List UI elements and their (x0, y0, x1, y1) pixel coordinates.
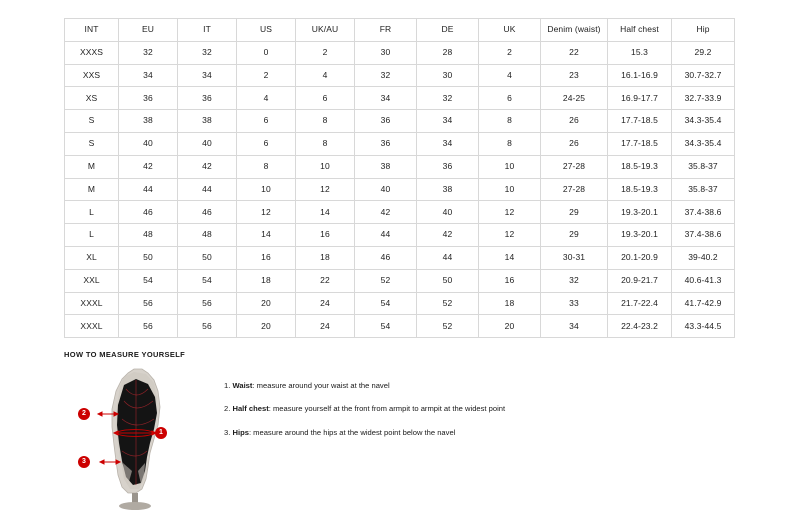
cell-r8-c7: 12 (479, 224, 541, 247)
hips-arrow (100, 460, 120, 464)
cell-r7-c9: 19.3-20.1 (608, 201, 672, 224)
cell-r2-c6: 32 (417, 87, 479, 110)
marker-waist: 1 (155, 427, 167, 439)
table-row (65, 315, 735, 338)
instruction-number-2: 2. (224, 404, 231, 414)
cell-r9-c8: 30-31 (541, 246, 608, 269)
cell-r0-c10: 29.2 (672, 41, 735, 64)
cell-r1-c8: 23 (541, 64, 608, 87)
cell-r8-c1: 48 (119, 224, 178, 247)
cell-r9-c3: 16 (237, 246, 296, 269)
cell-r5-c1: 42 (119, 155, 178, 178)
table-row (65, 87, 735, 110)
instruction-line-1 (224, 381, 694, 390)
cell-r9-c10: 39-40.2 (672, 246, 735, 269)
measure-instructions (224, 367, 694, 451)
size-chart-container (64, 18, 734, 338)
cell-r5-c2: 42 (178, 155, 237, 178)
cell-r7-c6: 40 (417, 201, 479, 224)
table-header-row (65, 19, 735, 42)
how-to-measure-body (64, 367, 744, 512)
cell-r5-c9: 18.5-19.3 (608, 155, 672, 178)
column-header-6: DE (417, 19, 479, 42)
cell-r4-c3: 6 (237, 132, 296, 155)
cell-r0-c1: 32 (119, 41, 178, 64)
cell-r3-c9: 17.7-18.5 (608, 110, 672, 133)
instruction-text-1: : measure around your waist at the navel (252, 381, 390, 390)
cell-r1-c3: 2 (237, 64, 296, 87)
cell-r5-c0: M (65, 155, 119, 178)
cell-r8-c4: 16 (296, 224, 355, 247)
table-header (65, 19, 735, 42)
cell-r1-c0: XXS (65, 64, 119, 87)
cell-r2-c8: 24-25 (541, 87, 608, 110)
cell-r3-c5: 36 (355, 110, 417, 133)
cell-r6-c10: 35.8-37 (672, 178, 735, 201)
instruction-text-3: : measure around the hips at the widest point below the navel (248, 427, 456, 437)
cell-r4-c2: 40 (178, 132, 237, 155)
mannequin-illustration (84, 367, 202, 512)
cell-r2-c0: XS (65, 87, 119, 110)
cell-r8-c5: 44 (355, 224, 417, 247)
cell-r11-c2: 56 (178, 292, 237, 315)
cell-r10-c5: 52 (355, 269, 417, 292)
table-row (65, 155, 735, 178)
cell-r12-c5: 54 (355, 315, 417, 338)
cell-r4-c1: 40 (119, 132, 178, 155)
cell-r2-c3: 4 (237, 87, 296, 110)
instruction-term-1: Waist (232, 381, 253, 390)
cell-r11-c10: 41.7-42.9 (672, 292, 735, 315)
cell-r9-c4: 18 (296, 246, 355, 269)
cell-r3-c1: 38 (119, 110, 178, 133)
marker-hips: 3 (78, 456, 90, 468)
cell-r6-c9: 18.5-19.3 (608, 178, 672, 201)
cell-r5-c6: 36 (417, 155, 479, 178)
column-header-8: Denim (waist) (541, 19, 608, 42)
cell-r10-c4: 22 (296, 269, 355, 292)
cell-r0-c4: 2 (296, 41, 355, 64)
cell-r11-c3: 20 (237, 292, 296, 315)
cell-r2-c7: 6 (479, 87, 541, 110)
cell-r8-c9: 19.3-20.1 (608, 224, 672, 247)
cell-r1-c7: 4 (479, 64, 541, 87)
cell-r12-c1: 56 (119, 315, 178, 338)
cell-r11-c5: 54 (355, 292, 417, 315)
cell-r10-c1: 54 (119, 269, 178, 292)
cell-r3-c8: 26 (541, 110, 608, 133)
cell-r8-c6: 42 (417, 224, 479, 247)
cell-r6-c5: 40 (355, 178, 417, 201)
cell-r12-c0: XXXL (65, 315, 119, 338)
cell-r4-c4: 8 (296, 132, 355, 155)
cell-r5-c8: 27-28 (541, 155, 608, 178)
cell-r9-c7: 14 (479, 246, 541, 269)
instruction-text-2: : measure yourself at the front from armpit to armpit at the widest point (268, 404, 506, 414)
cell-r11-c9: 21.7-22.4 (608, 292, 672, 315)
cell-r3-c3: 6 (237, 110, 296, 133)
cell-r3-c0: S (65, 110, 119, 133)
cell-r2-c2: 36 (178, 87, 237, 110)
cell-r12-c4: 24 (296, 315, 355, 338)
cell-r2-c10: 32.7-33.9 (672, 87, 735, 110)
cell-r5-c10: 35.8-37 (672, 155, 735, 178)
how-to-measure-section (64, 350, 744, 512)
cell-r3-c2: 38 (178, 110, 237, 133)
cell-r7-c10: 37.4-38.6 (672, 201, 735, 224)
cell-r5-c4: 10 (296, 155, 355, 178)
cell-r8-c8: 29 (541, 224, 608, 247)
mannequin-figure (84, 367, 202, 512)
cell-r0-c6: 28 (417, 41, 479, 64)
cell-r4-c8: 26 (541, 132, 608, 155)
cell-r11-c0: XXXL (65, 292, 119, 315)
instruction-line-3 (224, 428, 694, 437)
cell-r3-c4: 8 (296, 110, 355, 133)
cell-r4-c0: S (65, 132, 119, 155)
cell-r12-c6: 52 (417, 315, 479, 338)
cell-r12-c10: 43.3-44.5 (672, 315, 735, 338)
cell-r6-c3: 10 (237, 178, 296, 201)
cell-r3-c10: 34.3-35.4 (672, 110, 735, 133)
table-row (65, 64, 735, 87)
cell-r7-c4: 14 (296, 201, 355, 224)
cell-r12-c8: 34 (541, 315, 608, 338)
cell-r7-c8: 29 (541, 201, 608, 224)
column-header-9: Half chest (608, 19, 672, 42)
cell-r11-c1: 56 (119, 292, 178, 315)
cell-r9-c0: XL (65, 246, 119, 269)
cell-r8-c0: L (65, 224, 119, 247)
cell-r0-c3: 0 (237, 41, 296, 64)
instruction-term-2: Half chest (232, 404, 269, 414)
cell-r6-c0: M (65, 178, 119, 201)
cell-r6-c7: 10 (479, 178, 541, 201)
cell-r10-c8: 32 (541, 269, 608, 292)
size-conversion-table (64, 18, 735, 338)
table-row (65, 132, 735, 155)
cell-r1-c2: 34 (178, 64, 237, 87)
cell-r0-c0: XXXS (65, 41, 119, 64)
cell-r7-c5: 42 (355, 201, 417, 224)
cell-r5-c7: 10 (479, 155, 541, 178)
cell-r4-c6: 34 (417, 132, 479, 155)
cell-r6-c4: 12 (296, 178, 355, 201)
cell-r8-c2: 48 (178, 224, 237, 247)
cell-r2-c1: 36 (119, 87, 178, 110)
table-row (65, 178, 735, 201)
cell-r6-c6: 38 (417, 178, 479, 201)
cell-r6-c2: 44 (178, 178, 237, 201)
cell-r4-c7: 8 (479, 132, 541, 155)
table-row (65, 41, 735, 64)
column-header-1: EU (119, 19, 178, 42)
cell-r1-c4: 4 (296, 64, 355, 87)
cell-r9-c1: 50 (119, 246, 178, 269)
table-body (65, 41, 735, 337)
cell-r12-c9: 22.4-23.2 (608, 315, 672, 338)
cell-r5-c5: 38 (355, 155, 417, 178)
cell-r11-c4: 24 (296, 292, 355, 315)
cell-r7-c7: 12 (479, 201, 541, 224)
column-header-7: UK (479, 19, 541, 42)
instruction-number-3: 3. (224, 427, 231, 437)
cell-r0-c5: 30 (355, 41, 417, 64)
how-to-measure-title: HOW TO MEASURE YOURSELF (64, 350, 186, 359)
column-header-2: IT (178, 19, 237, 42)
cell-r7-c1: 46 (119, 201, 178, 224)
cell-r9-c9: 20.1-20.9 (608, 246, 672, 269)
cell-r2-c4: 6 (296, 87, 355, 110)
cell-r10-c9: 20.9-21.7 (608, 269, 672, 292)
table-row (65, 269, 735, 292)
cell-r4-c9: 17.7-18.5 (608, 132, 672, 155)
cell-r1-c10: 30.7-32.7 (672, 64, 735, 87)
cell-r3-c6: 34 (417, 110, 479, 133)
cell-r10-c3: 18 (237, 269, 296, 292)
cell-r10-c6: 50 (417, 269, 479, 292)
instruction-term-3: Hips (232, 427, 249, 437)
cell-r0-c8: 22 (541, 41, 608, 64)
column-header-10: Hip (672, 19, 735, 42)
cell-r7-c0: L (65, 201, 119, 224)
half-chest-arrow (98, 412, 118, 416)
table-row (65, 110, 735, 133)
table-row (65, 292, 735, 315)
cell-r0-c7: 2 (479, 41, 541, 64)
cell-r1-c6: 30 (417, 64, 479, 87)
cell-r10-c10: 40.6-41.3 (672, 269, 735, 292)
cell-r4-c10: 34.3-35.4 (672, 132, 735, 155)
cell-r1-c9: 16.1-16.9 (608, 64, 672, 87)
cell-r2-c9: 16.9-17.7 (608, 87, 672, 110)
cell-r10-c0: XXL (65, 269, 119, 292)
cell-r8-c3: 14 (237, 224, 296, 247)
cell-r0-c2: 32 (178, 41, 237, 64)
instruction-number-1: 1. (224, 381, 231, 390)
cell-r9-c6: 44 (417, 246, 479, 269)
cell-r5-c3: 8 (237, 155, 296, 178)
cell-r1-c5: 32 (355, 64, 417, 87)
table-row (65, 201, 735, 224)
cell-r7-c3: 12 (237, 201, 296, 224)
cell-r4-c5: 36 (355, 132, 417, 155)
cell-r11-c6: 52 (417, 292, 479, 315)
instruction-line-2 (224, 404, 694, 413)
table-row (65, 224, 735, 247)
cell-r9-c2: 50 (178, 246, 237, 269)
cell-r0-c9: 15.3 (608, 41, 672, 64)
cell-r3-c7: 8 (479, 110, 541, 133)
cell-r7-c2: 46 (178, 201, 237, 224)
cell-r11-c8: 33 (541, 292, 608, 315)
cell-r11-c7: 18 (479, 292, 541, 315)
column-header-5: FR (355, 19, 417, 42)
cell-r2-c5: 34 (355, 87, 417, 110)
table-row (65, 246, 735, 269)
cell-r12-c3: 20 (237, 315, 296, 338)
cell-r10-c7: 16 (479, 269, 541, 292)
cell-r9-c5: 46 (355, 246, 417, 269)
cell-r6-c1: 44 (119, 178, 178, 201)
cell-r12-c7: 20 (479, 315, 541, 338)
column-header-4: UK/AU (296, 19, 355, 42)
marker-half-chest: 2 (78, 408, 90, 420)
column-header-3: US (237, 19, 296, 42)
cell-r1-c1: 34 (119, 64, 178, 87)
cell-r12-c2: 56 (178, 315, 237, 338)
column-header-0: INT (65, 19, 119, 42)
cell-r6-c8: 27-28 (541, 178, 608, 201)
cell-r10-c2: 54 (178, 269, 237, 292)
cell-r8-c10: 37.4-38.6 (672, 224, 735, 247)
